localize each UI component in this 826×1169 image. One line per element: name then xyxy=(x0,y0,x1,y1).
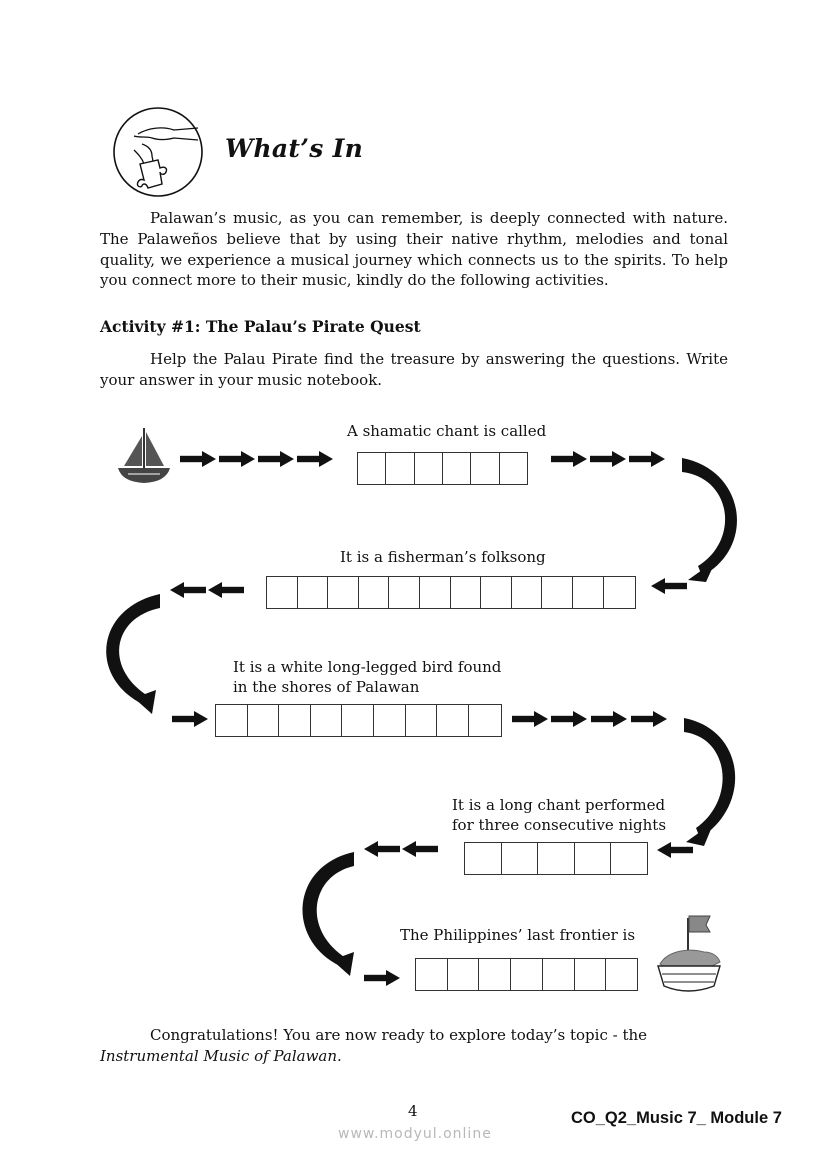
curved-arrow-left-down xyxy=(302,852,354,976)
arrow-right xyxy=(591,711,627,727)
answer-boxes-3[interactable] xyxy=(215,704,502,737)
question-2-prompt: It is a fisherman’s folksong xyxy=(340,548,546,566)
question-4-prompt-line2: for three consecutive nights xyxy=(452,816,667,834)
answer-boxes-4[interactable] xyxy=(464,842,648,875)
module-code: CO_Q2_Music 7_ Module 7 xyxy=(571,1109,782,1127)
arrow-right xyxy=(629,451,665,467)
closing-topic: Instrumental Music of Palawan. xyxy=(100,1046,342,1065)
closing-text: Congratulations! You are now ready to explore today’s topic - the xyxy=(150,1026,648,1044)
activity-instructions: Help the Palau Pirate find the treasure by answering the questions. Write your answer in your music notebook. xyxy=(100,350,728,389)
arrow-left xyxy=(402,841,438,857)
arrow-left xyxy=(364,841,400,857)
activity-title: Activity #1: The Palau’s Pirate Quest xyxy=(100,317,421,336)
arrow-right xyxy=(364,970,400,986)
arrow-right xyxy=(551,451,587,467)
curved-arrow-left-down xyxy=(106,594,160,714)
arrow-right xyxy=(180,451,216,467)
arrow-left xyxy=(208,582,244,598)
arrow-right xyxy=(551,711,587,727)
question-3-prompt-line2: in the shores of Palawan xyxy=(233,678,420,696)
question-5-prompt: The Philippines’ last frontier is xyxy=(400,926,636,944)
treasure-island-icon xyxy=(658,916,720,991)
section-title: What’s In xyxy=(225,134,364,163)
curved-arrow-right-down xyxy=(682,458,737,582)
arrow-right xyxy=(219,451,255,467)
closing-paragraph xyxy=(100,1025,730,1067)
watermark: www.modyul.online xyxy=(338,1126,492,1142)
arrow-left xyxy=(657,842,693,858)
arrow-right xyxy=(631,711,667,727)
question-3-prompt-line1: It is a white long-legged bird found xyxy=(233,658,502,676)
answer-boxes-2[interactable] xyxy=(266,576,636,609)
sailboat-icon xyxy=(118,428,170,483)
arrow-left xyxy=(170,582,206,598)
arrow-left xyxy=(651,578,687,594)
arrow-right xyxy=(172,711,208,727)
arrow-right xyxy=(590,451,626,467)
question-1-prompt: A shamatic chant is called xyxy=(347,422,547,440)
answer-boxes-5[interactable] xyxy=(415,958,638,991)
arrow-right xyxy=(512,711,548,727)
arrow-right xyxy=(297,451,333,467)
intro-paragraph: Palawan’s music, as you can remember, is deeply connected with nature. The Palaweños believe that by using their native rhythm, melodies and tonal quality, we experience a musical journey which connects us to the spirits. To help you connect more to their music, kindly do the following activities. xyxy=(100,209,728,290)
page-number: 4 xyxy=(408,1102,418,1120)
arrow-right xyxy=(258,451,294,467)
curved-arrow-right-down xyxy=(684,718,735,846)
question-4-prompt-line1: It is a long chant performed xyxy=(452,796,666,814)
answer-boxes-1[interactable] xyxy=(357,452,528,485)
